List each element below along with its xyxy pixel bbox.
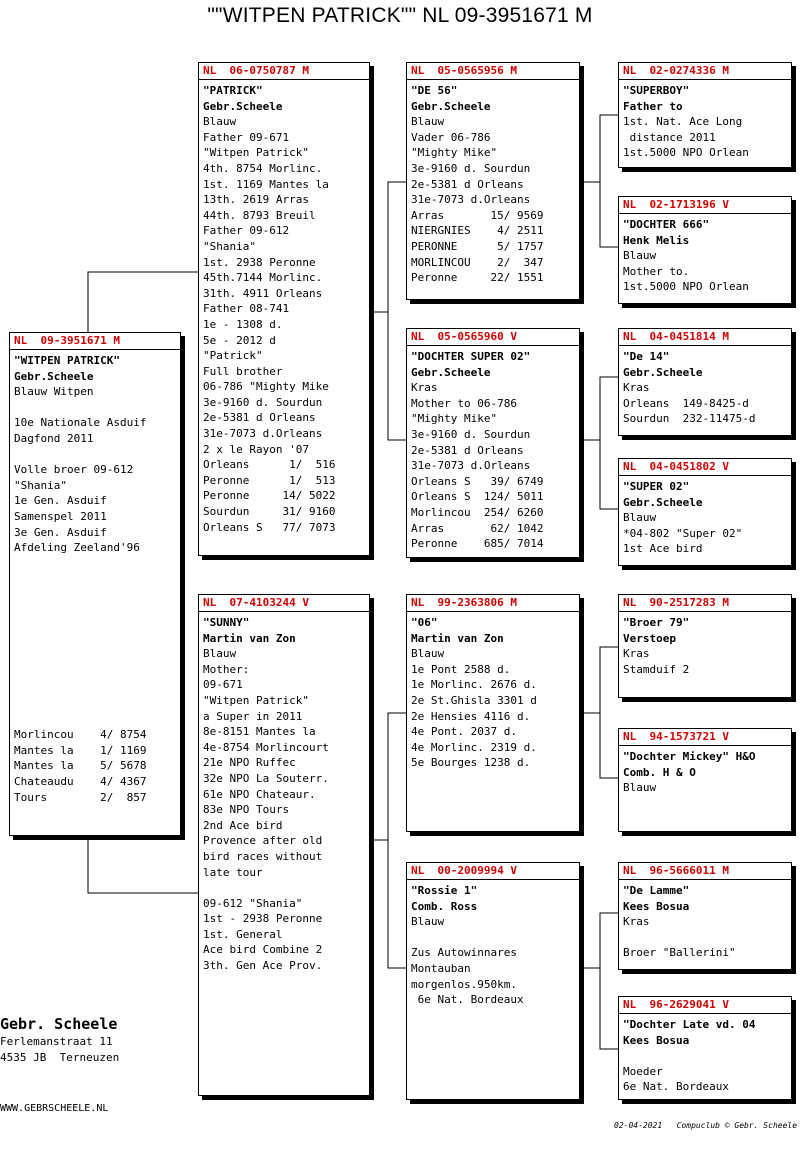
pedigree-line [14, 447, 176, 463]
pedigree-line: Orleans S 77/ 7073 [203, 520, 336, 534]
pedigree-line: 06-786 "Mighty Mike [203, 380, 329, 394]
pedigree-line: Mantes la 5/ 5678 [14, 759, 147, 773]
ring-number: NL 06-0750787 M [199, 65, 369, 80]
pedigree-line: 4th. 8754 Morlinc. [203, 161, 323, 175]
ring-number: NL 04-0451802 V [619, 461, 791, 476]
pigeon-card-subject [9, 332, 181, 836]
pedigree-line: a Super in 2011 [203, 709, 303, 723]
pedigree-line [203, 880, 365, 896]
pedigree-line: Martin van Zon [411, 631, 504, 645]
pedigree-line: 1st. General [203, 927, 283, 941]
pedigree-line: Samenspel 2011 [14, 509, 107, 523]
ring-number: NL 94-1573721 V [619, 731, 791, 746]
pedigree-line: "Patrick" [203, 349, 263, 363]
pedigree-line: 2e-5381 d Orleans [203, 411, 316, 425]
pedigree-line: Sourdun 31/ 9160 [203, 505, 336, 519]
page-title: ""WITPEN PATRICK"" NL 09-3951671 M [207, 4, 593, 27]
pedigree-line: Moeder [623, 1064, 663, 1078]
pedigree-line: 1e Gen. Asduif [14, 494, 107, 508]
pedigree-line: Blauw [623, 511, 657, 525]
pedigree-line: 3e-9160 d. Sourdun [411, 161, 531, 175]
pedigree-line: Morlincou 4/ 8754 [14, 728, 147, 742]
pigeon-name: "DE 56" [411, 84, 458, 97]
pigeon-card-mff [618, 594, 792, 698]
footer-copyright: 02-04-2021 Compuclub © Gebr. Scheele [614, 1121, 798, 1130]
pedigree-line: Full brother [203, 364, 283, 378]
pigeon-card-ff [406, 62, 580, 300]
pedigree-line [14, 571, 176, 587]
pedigree-line: Peronne 22/ 1551 [411, 271, 544, 285]
pedigree-line: 10e Nationale Asduif [14, 416, 147, 430]
pedigree-line: distance 2011 [623, 130, 716, 144]
pedigree-line [14, 603, 176, 619]
breeder-website: WWW.GEBRSCHEELE.NL [0, 1103, 109, 1114]
pedigree-line: Peronne 1/ 513 [203, 473, 336, 487]
pedigree-line: "Mighty Mike" [411, 412, 498, 426]
pedigree-line: "Witpen Patrick" [203, 693, 309, 707]
pedigree-line: 4e-8754 Morlincourt [203, 740, 329, 754]
pigeon-card-fff [618, 62, 792, 168]
pedigree-line: 2e-5381 d Orleans [411, 443, 524, 457]
pedigree-line [14, 680, 176, 696]
pedigree-line: Kees Bosua [623, 1033, 690, 1047]
pigeon-card-mm [406, 862, 580, 1100]
pedigree-line: bird races without [203, 849, 323, 863]
pedigree-line: 1st.5000 NPO Orlean [623, 280, 749, 294]
ring-number: NL 09-3951671 M [10, 335, 180, 350]
pigeon-card-fmm [618, 458, 792, 566]
pedigree-line: Morlincou 254/ 6260 [411, 505, 544, 519]
pedigree-line: 1st.5000 NPO Orlean [623, 146, 749, 160]
pedigree-line: morgenlos.950km. [411, 977, 517, 991]
pedigree-line: "Mighty Mike" [411, 146, 498, 160]
pedigree-line: Tours 2/ 857 [14, 790, 147, 804]
pedigree-line: MORLINCOU 2/ 347 [411, 255, 544, 269]
pedigree-line: Blauw [623, 781, 657, 795]
pedigree-line: Blauw [411, 647, 445, 661]
ring-number: NL 02-0274336 M [619, 65, 791, 80]
pedigree-line: 5e Bourges 1238 d. [411, 756, 531, 770]
pedigree-line: 61e NPO Chateaur. [203, 787, 316, 801]
pedigree-line: 4e Pont. 2037 d. [411, 725, 517, 739]
pedigree-line: 1e Morlinc. 2676 d. [411, 678, 537, 692]
pigeon-card-fmf [618, 328, 792, 436]
pigeon-name: "WITPEN PATRICK" [14, 354, 120, 367]
pedigree-line: Chateaudu 4/ 4367 [14, 775, 147, 789]
pedigree-line: 2nd Ace bird [203, 818, 283, 832]
pedigree-line: 13th. 2619 Arras [203, 193, 309, 207]
breeder-info [0, 1014, 119, 1066]
pedigree-line [14, 696, 176, 712]
pedigree-line: Orleans S 39/ 6749 [411, 474, 544, 488]
pedigree-line: Father 08-741 [203, 302, 290, 316]
ring-number: NL 05-0565960 V [407, 331, 579, 346]
pedigree-line: Father to [623, 99, 683, 113]
pedigree-line: Gebr.Scheele [411, 365, 491, 379]
pedigree-line: Gebr.Scheele [623, 495, 703, 509]
pedigree-line: 8e-8151 Mantes la [203, 725, 316, 739]
breeder-city: 4535 JB Terneuzen [0, 1051, 120, 1064]
pigeon-name: "DOCHTER SUPER 02" [411, 350, 531, 363]
pedigree-line [14, 618, 176, 634]
pedigree-line: Kras [411, 381, 438, 395]
pedigree-line: Orleans S 124/ 5011 [411, 490, 544, 504]
pedigree-line: Kras [623, 915, 650, 929]
pedigree-line: 31e-7073 d.Orleans [203, 427, 323, 441]
pedigree-line: Blauw Witpen [14, 385, 94, 399]
pedigree-line: "Witpen Patrick" [203, 146, 309, 160]
pigeon-name: "DOCHTER 666" [623, 218, 710, 231]
pigeon-name: "De 14" [623, 350, 670, 363]
pigeon-name: "Dochter Mickey" H&O [623, 750, 756, 763]
pigeon-name: "SUPER 02" [623, 480, 690, 493]
pedigree-line [14, 665, 176, 681]
pedigree-line: 45th.7144 Morlinc. [203, 271, 323, 285]
pedigree-line: 09-671 [203, 678, 243, 692]
pedigree-line: 2 x le Rayon '07 [203, 442, 309, 456]
ring-number: NL 96-2629041 V [619, 999, 791, 1014]
pedigree-line: Mother: [203, 662, 250, 676]
pedigree-line: 1e - 1308 d. [203, 317, 283, 331]
pedigree-line: Kees Bosua [623, 899, 690, 913]
pedigree-line [14, 634, 176, 650]
pedigree-line: Montauban [411, 961, 471, 975]
pedigree-line: 2e Hensies 4116 d. [411, 709, 531, 723]
pedigree-line: NIERGNIES 4/ 2511 [411, 224, 544, 238]
pedigree-line: *04-802 "Super 02" [623, 526, 743, 540]
pedigree-line [14, 587, 176, 603]
pedigree-line: Peronne 14/ 5022 [203, 489, 336, 503]
pedigree-line: 83e NPO Tours [203, 803, 290, 817]
pigeon-name: "SUPERBOY" [623, 84, 690, 97]
pigeon-name: "SUNNY" [203, 616, 250, 629]
ring-number: NL 05-0565956 M [407, 65, 579, 80]
pedigree-line: Zus Autowinnares [411, 946, 517, 960]
breeder-name: Gebr. Scheele [0, 1015, 118, 1033]
pigeon-card-mf [406, 594, 580, 832]
pedigree-line [623, 1048, 787, 1064]
pedigree-line: 32e NPO La Souterr. [203, 771, 329, 785]
pedigree-line [14, 556, 176, 572]
pedigree-line [411, 930, 575, 946]
pedigree-line: 3th. Gen Ace Prov. [203, 959, 323, 973]
pedigree-line: 09-612 "Shania" [203, 896, 303, 910]
pedigree-line: Peronne 685/ 7014 [411, 537, 544, 551]
pedigree-line: Verstoep [623, 631, 676, 645]
pedigree-line: Gebr.Scheele [411, 99, 491, 113]
pedigree-line: Gebr.Scheele [14, 369, 94, 383]
pedigree-line: 3e Gen. Asduif [14, 525, 107, 539]
pedigree-line: Comb. H & O [623, 765, 696, 779]
pedigree-line: 6e Nat. Bordeaux [411, 993, 524, 1007]
pedigree-line: 1st Ace bird [623, 542, 703, 556]
pedigree-line: Blauw [203, 115, 237, 129]
pedigree-line: "Shania" [14, 478, 67, 492]
pigeon-name: "PATRICK" [203, 84, 263, 97]
pedigree-line: 1st. 2938 Peronne [203, 255, 316, 269]
pigeon-card-father [198, 62, 370, 556]
pedigree-line: 1st - 2938 Peronne [203, 912, 323, 926]
ring-number: NL 96-5666011 M [619, 865, 791, 880]
pedigree-line: 1st. Nat. Ace Long [623, 115, 743, 129]
pedigree-line: 31e-7073 d.Orleans [411, 193, 531, 207]
pedigree-line: Orleans 1/ 516 [203, 458, 336, 472]
pigeon-card-mmm [618, 996, 792, 1100]
pedigree-line: "Shania" [203, 239, 256, 253]
pedigree-line: 5e - 2012 d [203, 333, 276, 347]
pedigree-line: Father 09-671 [203, 130, 290, 144]
pigeon-card-ffm [618, 196, 792, 304]
pedigree-line: Gebr.Scheele [203, 99, 283, 113]
pedigree-line: Orleans 149-8425-d [623, 396, 749, 410]
pedigree-line: Broer "Ballerini" [623, 946, 736, 960]
ring-number: NL 04-0451814 M [619, 331, 791, 346]
pedigree-line: 3e-9160 d. Sourdun [203, 395, 323, 409]
pedigree-line: Blauw [411, 115, 445, 129]
pedigree-line [14, 712, 176, 728]
pedigree-line: Ace bird Combine 2 [203, 943, 323, 957]
breeder-street: Ferlemanstraat 11 [0, 1035, 113, 1048]
pedigree-line: Comb. Ross [411, 899, 478, 913]
pedigree-line: 44th. 8793 Breuil [203, 208, 316, 222]
pedigree-line: Volle broer 09-612 [14, 463, 134, 477]
ring-number: NL 07-4103244 V [199, 597, 369, 612]
pigeon-name: "Rossie 1" [411, 884, 478, 897]
pigeon-card-mother [198, 594, 370, 1096]
pedigree-line [623, 930, 787, 946]
pedigree-line: 1st. 1169 Mantes la [203, 177, 329, 191]
pedigree-line: Mother to 06-786 [411, 396, 517, 410]
pedigree-line [14, 400, 176, 416]
ring-number: NL 00-2009994 V [407, 865, 579, 880]
pedigree-line [14, 649, 176, 665]
pedigree-line: Blauw [411, 915, 445, 929]
pedigree-line: Stamduif 2 [623, 662, 690, 676]
pedigree-line: Arras 15/ 9569 [411, 208, 544, 222]
pedigree-line: 3e-9160 d. Sourdun [411, 427, 531, 441]
pigeon-card-mfm [618, 728, 792, 832]
pedigree-line: 2e-5381 d Orleans [411, 177, 524, 191]
pedigree-line: Martin van Zon [203, 631, 296, 645]
pedigree-line: 2e St.Ghisla 3301 d [411, 693, 537, 707]
pedigree-line: Sourdun 232-11475-d [623, 412, 756, 426]
pedigree-line: PERONNE 5/ 1757 [411, 239, 544, 253]
pedigree-line: 31e-7073 d.Orleans [411, 459, 531, 473]
pedigree-line: Blauw [203, 647, 237, 661]
pedigree-line: Henk Melis [623, 233, 690, 247]
pedigree-line: Afdeling Zeeland'96 [14, 541, 140, 555]
pedigree-line: Vader 06-786 [411, 130, 491, 144]
pigeon-name: "Broer 79" [623, 616, 690, 629]
pedigree-line: Mantes la 1/ 1169 [14, 743, 147, 757]
pigeon-name: "Dochter Late vd. 04 [623, 1018, 756, 1031]
pedigree-line: 1e Pont 2588 d. [411, 662, 511, 676]
pedigree-line: late tour [203, 865, 263, 879]
pedigree-line: Provence after old [203, 834, 323, 848]
pigeon-card-fm [406, 328, 580, 558]
pedigree-line: Arras 62/ 1042 [411, 521, 544, 535]
pigeon-name: "06" [411, 616, 438, 629]
pedigree-line: 31th. 4911 Orleans [203, 286, 323, 300]
pedigree-line: 4e Morlinc. 2319 d. [411, 740, 537, 754]
pedigree-line: Kras [623, 381, 650, 395]
ring-number: NL 99-2363806 M [407, 597, 579, 612]
ring-number: NL 90-2517283 M [619, 597, 791, 612]
pedigree-line: 6e Nat. Bordeaux [623, 1080, 729, 1094]
pigeon-card-mmf [618, 862, 792, 970]
pedigree-line: Father 09-612 [203, 224, 290, 238]
pedigree-line: Blauw [623, 249, 657, 263]
pedigree-line: 21e NPO Ruffec [203, 756, 296, 770]
pedigree-line: Dagfond 2011 [14, 431, 94, 445]
ring-number: NL 02-1713196 V [619, 199, 791, 214]
pedigree-line: Mother to. [623, 264, 690, 278]
pedigree-line: Gebr.Scheele [623, 365, 703, 379]
pigeon-name: "De Lamme" [623, 884, 690, 897]
pedigree-line: Kras [623, 647, 650, 661]
